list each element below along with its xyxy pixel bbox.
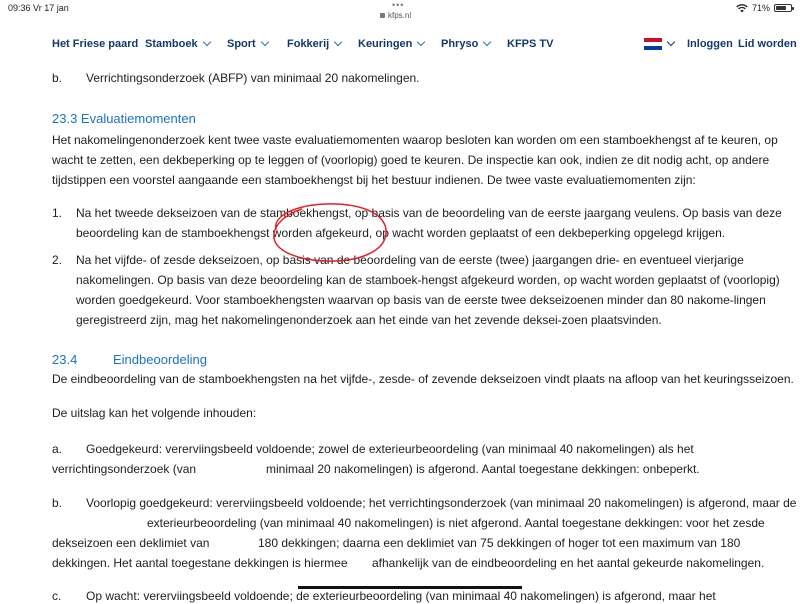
tab-dots-icon[interactable]: •••: [392, 0, 405, 10]
list-item-line: exterieurbeoordeling (van minimaal 40 nakomelingen) is niet afgerond. Aantal toegestane dekkingen: voor het zesde: [147, 516, 765, 530]
list-item-line: geregistreerd zijn, mag het nakomelingenonderzoek aan het einde van het zevende deksei-zoen plaatsvinden.: [76, 313, 662, 327]
list-item-line: nakomelingen. Op basis van deze beoordeling kan de stamboek-hengst afgekeurd worden, op wacht worden geplaatst of (voorlopig): [76, 273, 780, 287]
login-link[interactable]: Inloggen: [687, 38, 733, 50]
list-item-line: worden goedgekeurd. Voor stamboekhengsten waarvan op basis van de eerste twee dekseizoenen minder dan 80 nakome-lingen: [76, 293, 766, 307]
nav-item-keuringen[interactable]: Keuringen: [358, 38, 424, 50]
list-number: 2.: [52, 253, 63, 267]
red-circle-stroke: [274, 204, 386, 261]
intro-line-text: Verrichtingsonderzoek (ABFP) van minimaal 20 nakomelingen.: [86, 71, 420, 85]
list-item-line: Na het vijfde- of zesde dekseizoen, op basis van de beoordeling van de eerste (twee) jaargangen drie- en eventueel vierjarige: [76, 253, 744, 267]
list-item-line: verrichtingsonderzoek (van: [52, 462, 197, 476]
paragraph-line: De eindbeoordeling van de stamboekhengsten na het vijfde-, zesde- of zevende dekseizoen vindt plaats na afloop van het keuringsseizoen.: [52, 372, 794, 386]
list-marker: b.: [52, 71, 63, 85]
list-marker: a.: [52, 442, 63, 456]
list-item-line: afhankelijk van de eindbeoordeling en het aantal gekeurde nakomelingen.: [372, 556, 765, 570]
list-item-line: Na het tweede dekseizoen van de stamboekhengst, op basis van de beoordeling van de eerste jaargang veulens. Op basis van deze: [76, 206, 782, 220]
list-item-line: dekseizoen een deklimiet van: [52, 536, 210, 550]
section-number-23-4: 23.4: [52, 352, 78, 367]
nav-item-het-friese-paard[interactable]: Het Friese paard: [52, 38, 139, 50]
battery-percent: 71%: [751, 3, 770, 13]
paragraph-line: Het nakomelingenonderzoek kent twee vaste evaluatiemomenten waarop besloten kan worden om een stamboekhengst af te keuren, op: [52, 133, 778, 147]
list-item-line: Goedgekeurd: vererviingsbeeld voldoende; zowel de exterieurbeoordeling (van minimaal 40 nakomelingen) als het: [86, 442, 694, 456]
section-heading-23-4: Eindbeoordeling: [113, 352, 207, 367]
list-marker: b.: [52, 496, 63, 510]
list-item-line: dekkingen. Het aantal toegestane dekkingen is hiermee: [52, 556, 348, 570]
list-item-line: Voorlopig goedgekeurd: vererviingsbeeld voldoende; het verrichtingsonderzoek (van minimaal 20 nakomelingen) is afgerond, maar de: [86, 496, 797, 510]
list-item-line: minimaal 20 nakomelingen) is afgerond. Aantal toegestane dekkingen: onbeperkt.: [266, 462, 700, 476]
home-indicator: [298, 586, 522, 589]
list-item-line: beoordeling kan de stamboekhengst worden afgekeurd, op wacht worden geplaatst of een dekbeperking opgelegd krijgen.: [76, 226, 726, 240]
nav-item-fokkerij[interactable]: Fokkerij: [287, 38, 341, 50]
nav-item-stamboek[interactable]: Stamboek: [145, 38, 210, 50]
nav-item-kfps-tv[interactable]: KFPS TV: [507, 38, 554, 50]
list-marker: c.: [52, 589, 62, 603]
red-circle-annotation: [266, 200, 390, 264]
become-member-link[interactable]: Lid worden: [738, 38, 797, 50]
list-item-line: Op wacht: vererviingsbeeld voldoende; de exterieurbeoordeling (van minimaal 40 nakomelingen) is afgerond, maar het: [86, 589, 716, 603]
paragraph-line: tijdstippen een voorstel aangaande een stamboekhengst bij het bestuur indienen. De twee vaste evaluatiemomenten zijn:: [52, 173, 696, 187]
nav-item-phryso[interactable]: Phryso: [441, 38, 490, 50]
paragraph-line: wacht te zetten, een dekbeperking op te leggen of (voorlopig) goed te keuren. De inspectie kan ook, indien ze dit nodig acht, op andere: [52, 153, 770, 167]
list-item-line: 180 dekkingen; daarna een deklimiet van 75 dekkingen of hoger tot een maximum van 180: [258, 536, 741, 550]
nav-item-sport[interactable]: Sport: [227, 38, 268, 50]
section-heading-23-3: 23.3 Evaluatiemomenten: [52, 111, 196, 126]
list-number: 1.: [52, 206, 63, 220]
paragraph-line: De uitslag kan het volgende inhouden:: [52, 406, 257, 420]
url-text: kfps.nl: [388, 11, 412, 20]
status-time: 09:36 Vr 17 jan: [8, 3, 69, 13]
